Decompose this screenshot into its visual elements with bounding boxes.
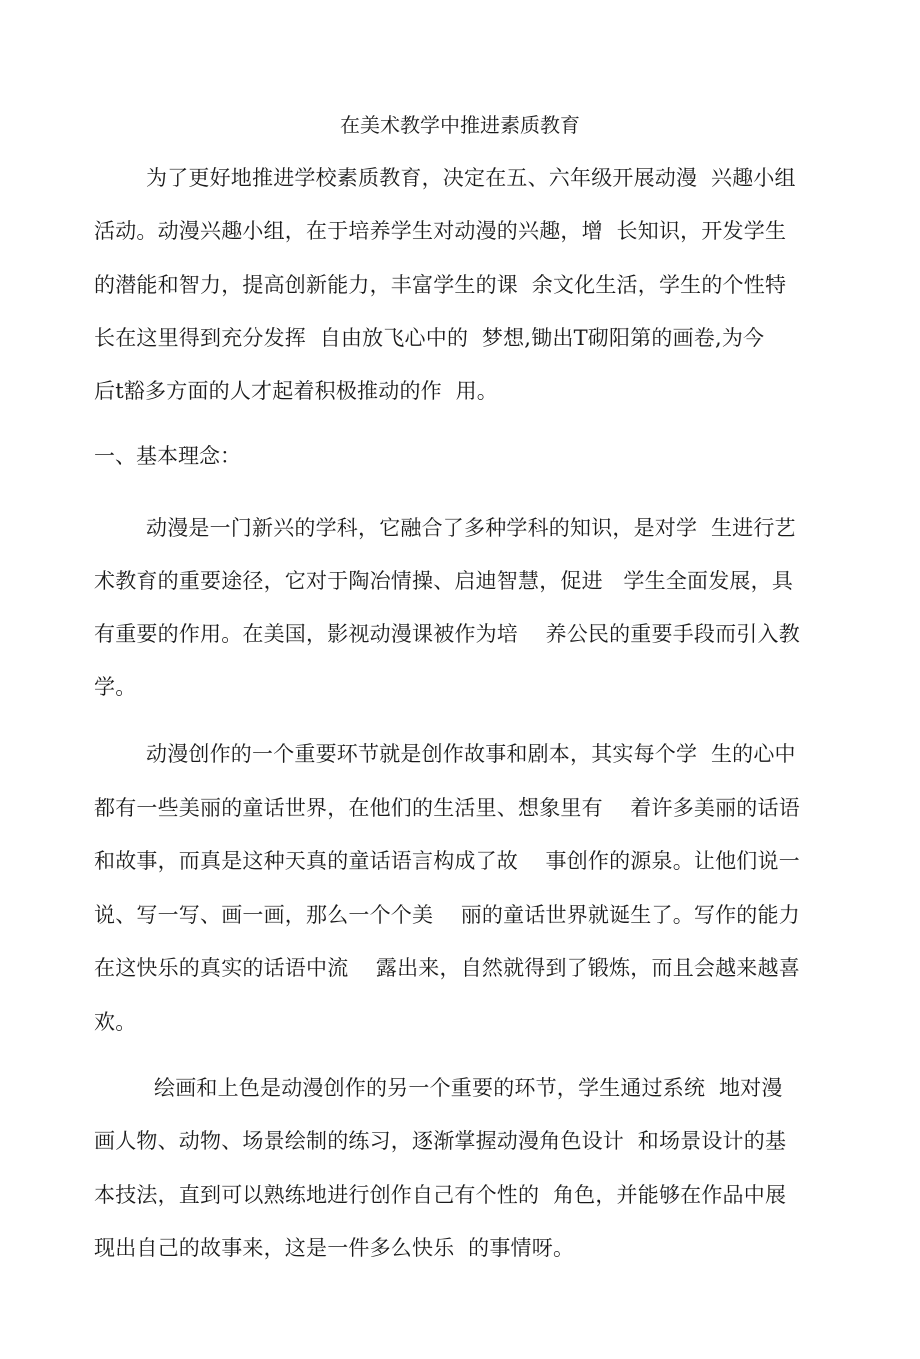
para1-line-4: 学。 — [94, 675, 137, 699]
para2-line-1: 动漫创作的一个重要环节就是创作故事和剧本，其实每个学 生的心中 — [146, 742, 796, 766]
document-title: 在美术教学中推进素质教育 — [340, 113, 580, 137]
para1-line-1: 动漫是一门新兴的学科，它融合了多种学科的知识，是对学 生进行艺 — [146, 516, 796, 540]
para3-line-4: 现出自己的故事来，这是一件多么快乐 的事情呀。 — [94, 1236, 575, 1260]
para2-line-4: 说、写一写、画一画，那么一个个美 丽的童话世界就诞生了。写作的能力 — [94, 903, 800, 927]
para1-line-2: 术教育的重要途径，它对于陶冶情操、启迪智慧，促进 学生全面发展，具 — [94, 569, 794, 593]
intro-line-3: 的潜能和智力，提高创新能力，丰富学生的课 余文化生活，学生的个性特 — [94, 273, 787, 297]
para3-line-1: 绘画和上色是动漫创作的另一个重要的环节，学生通过系统 地对漫 — [154, 1076, 783, 1100]
para3-line-3: 本技法，直到可以熟练地进行创作自己有个性的 角色，并能够在作品中展 — [94, 1183, 787, 1207]
para2-line-3: 和故事，而真是这种天真的童话语言构成了故 事创作的源泉。让他们说一 — [94, 849, 800, 873]
para3-line-2: 画人物、动物、场景绘制的练习，逐渐掌握动漫角色设计 和场景设计的基 — [94, 1129, 787, 1153]
intro-line-2: 活动。动漫兴趣小组，在于培养学生对动漫的兴趣，增 长知识，开发学生 — [94, 219, 787, 243]
section-heading: 一、基本理念： — [94, 444, 241, 468]
para2-line-6: 欢。 — [94, 1010, 137, 1034]
intro-line-1: 为了更好地推进学校素质教育，决定在五、六年级开展动漫 兴趣小组 — [146, 166, 796, 190]
intro-line-4: 长在这里得到充分发挥 自由放飞心中的 梦想,锄出T砌阳第的画卷,为今 — [94, 326, 765, 350]
para1-line-3: 有重要的作用。在美国，影视动漫课被作为培 养公民的重要手段而引入教 — [94, 622, 800, 646]
para2-line-2: 都有一些美丽的童话世界，在他们的生活里、想象里有 着许多美丽的话语 — [94, 796, 800, 820]
intro-line-5: 后t豁多方面的人才起着积极推动的作 用。 — [94, 379, 498, 403]
para2-line-5: 在这快乐的真实的话语中流 露出来，自然就得到了锻炼，而且会越来越喜 — [94, 956, 800, 980]
